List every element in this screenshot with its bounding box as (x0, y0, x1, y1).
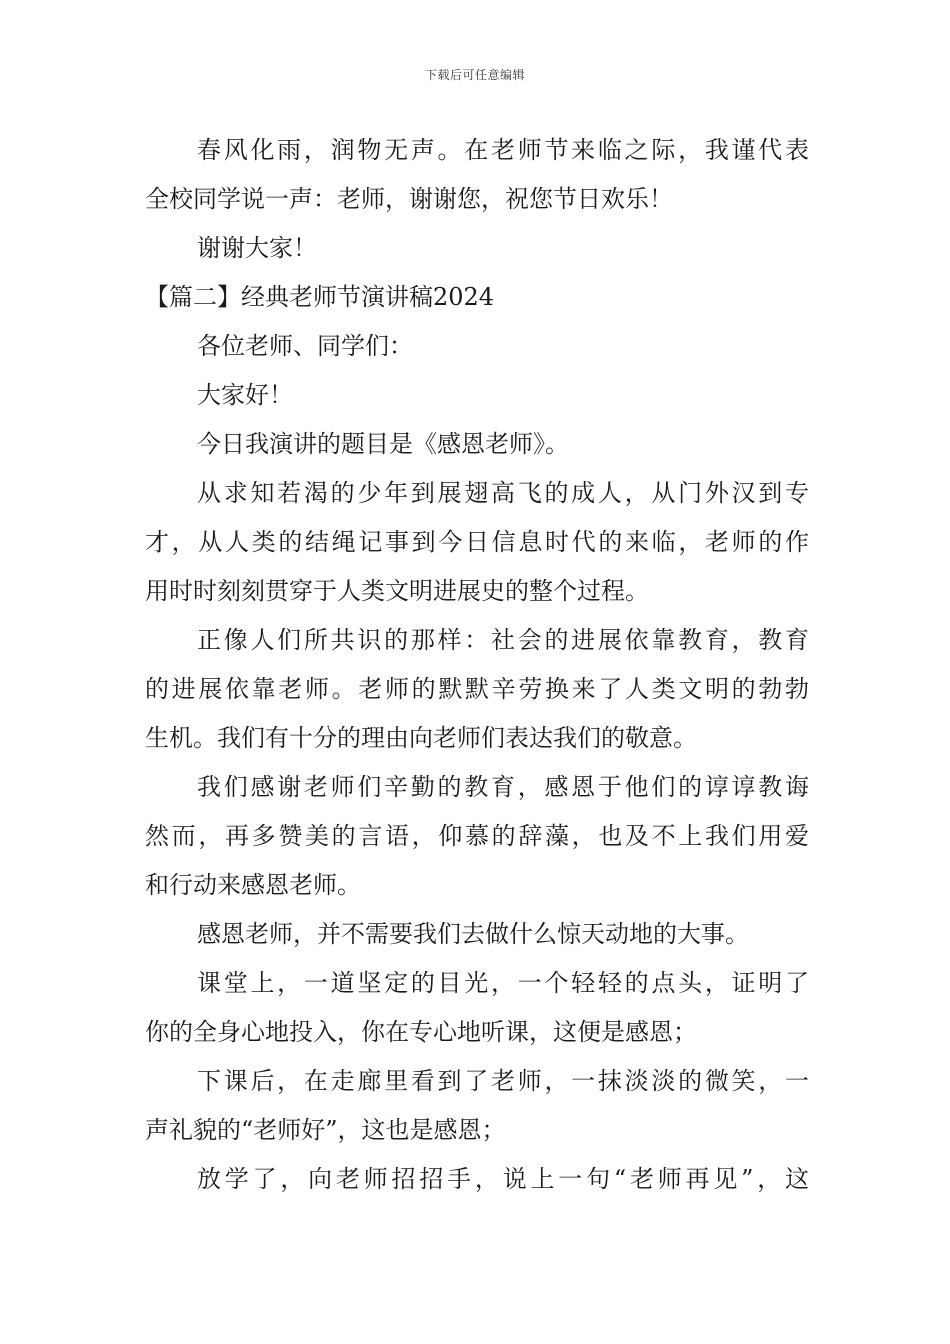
text-line: 然而，再多赞美的言语，仰慕的辞藻，也及不上我们用爱 (145, 822, 809, 850)
text-line: 你的全身心地投入，你在专心地听课，这便是感恩； (145, 1018, 697, 1046)
text-line: 今日我演讲的题目是《感恩老师》。 (197, 430, 569, 458)
text-line: 生机。我们有十分的理由向老师们表达我们的敬意。 (145, 724, 697, 752)
text-line: 正像人们所共识的那样：社会的进展依靠教育，教育 (197, 626, 809, 654)
text-line: 和行动来感恩老师。 (145, 871, 361, 899)
text-line: 用时时刻刻贯穿于人类文明进展史的整个过程。 (145, 577, 649, 605)
text-line: 谢谢大家！ (197, 234, 317, 262)
text-line: 的进展依靠老师。老师的默默辛劳换来了人类文明的勃勃 (145, 675, 809, 703)
body-text (145, 126, 809, 1204)
section-heading: 【篇二】经典老师节演讲稿2024 (145, 283, 495, 311)
text-line: 课堂上，一道坚定的目光，一个轻轻的点头，证明了 (197, 969, 809, 997)
text-line: 放学了，向老师招招手，说上一句“老师再见”，这 (197, 1165, 809, 1193)
text-line: 从求知若渴的少年到展翅高飞的成人，从门外汉到专 (197, 479, 809, 507)
text-line: 我们感谢老师们辛勤的教育，感恩于他们的谆谆教诲 (197, 773, 809, 801)
header-note: 下载后可任意编辑 (424, 68, 525, 82)
text-line: 春风化雨，润物无声。在老师节来临之际，我谨代表 (197, 136, 809, 164)
text-line: 才，从人类的结绳记事到今日信息时代的来临，老师的作 (145, 528, 809, 556)
text-line: 下课后，在走廊里看到了老师，一抹淡淡的微笑，一 (197, 1067, 809, 1095)
text-line: 大家好！ (197, 381, 293, 409)
text-line: 全校同学说一声：老师，谢谢您，祝您节日欢乐！ (145, 185, 673, 213)
text-line: 各位老师、同学们： (197, 332, 413, 360)
text-line: 感恩老师，并不需要我们去做什么惊天动地的大事。 (197, 920, 749, 948)
text-line: 声礼貌的“老师好”，这也是感恩； (145, 1116, 506, 1144)
